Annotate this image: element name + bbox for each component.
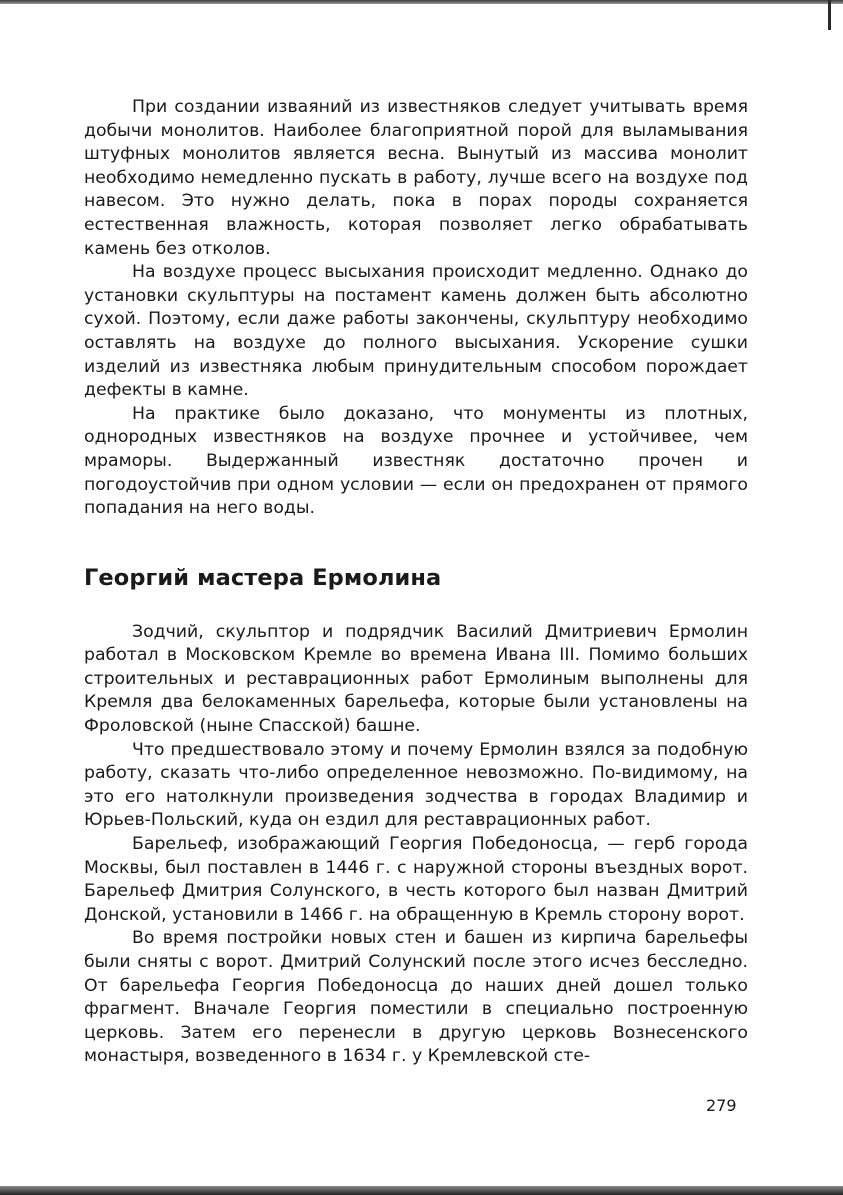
- paragraph: Зодчий, скульптор и подрядчик Василий Дмитриевич Ермолин работал в Московском Кремле во времена Ивана III. Помимо больших строительных и реставрационных работ Ермолиным выполнены для Кремля два белокаменных барельефа, которые были установлены на Фроловской (ныне Спасской) башне.: [84, 621, 748, 737]
- scan-edge-bottom: [0, 1186, 843, 1195]
- paragraph: На практике было доказано, что монументы из плотных, однородных известняков на воздухе прочнее и устойчивее, чем мраморы. Выдержанный известняк достаточно прочен и погодоустойчив при одном условии — если он предохранен от прямого попадания на него воды.: [84, 403, 748, 519]
- scan-edge-top: [0, 0, 843, 4]
- paragraph: Во время постройки новых стен и башен из кирпича барельефы были сняты с ворот. Дмитрий Солунский после этого исчез бесследно. От барельефа Георгия Победоносца до наших дней дошел только фрагмент. Вначале Георгия поместили в специально построенную церковь. Затем его перенесли в другую церковь Вознесенского монастыря, возведенного в 1634 г. у Кремлевской сте-: [84, 928, 748, 1067]
- section-heading: Георгий мастера Ермолина: [84, 564, 442, 591]
- paragraph: Что предшествовало этому и почему Ермолин взялся за подобную работу, сказать что-либо определенное невозможно. По-видимому, на это его натолкнули произведения зодчества в городах Владимир и Юрьев-Польский, куда он ездил для реставрационных работ.: [84, 739, 748, 831]
- paragraph: Барельеф, изображающий Георгия Победоносца, — герб города Москвы, был поставлен в 1446 г. с наружной стороны въездных ворот. Барельеф Дмитрия Солунского, в честь которого был назван Дмитрий Донской, установили в 1466 г. на обращенную в Кремль сторону ворот.: [84, 834, 748, 925]
- paragraph: При создании изваяний из известняков следует учитывать время добычи монолитов. Наиболее благоприятной порой для выламывания штуфных монолитов является весна. Вынутый из массива монолит необходимо немедленно пускать в работу, лучше всего на воздухе под навесом. Это нужно делать, пока в порах породы сохраняется естественная влажность, которая позволяет легко обрабатывать камень без отколов.: [84, 97, 748, 259]
- paragraph: На воздухе процесс высыхания происходит медленно. Однако до установки скульптуры на постамент камень должен быть абсолютно сухой. Поэтому, если даже работы закончены, скульптуру необходимо оставлять на воздухе до полного высыхания. Ускорение сушки изделий из известняка любым принудительным способом порождает дефекты в камне.: [84, 262, 748, 401]
- page-number: 279: [706, 1096, 737, 1115]
- scan-edge-right-mark: [828, 0, 831, 30]
- page-body: [84, 96, 748, 1069]
